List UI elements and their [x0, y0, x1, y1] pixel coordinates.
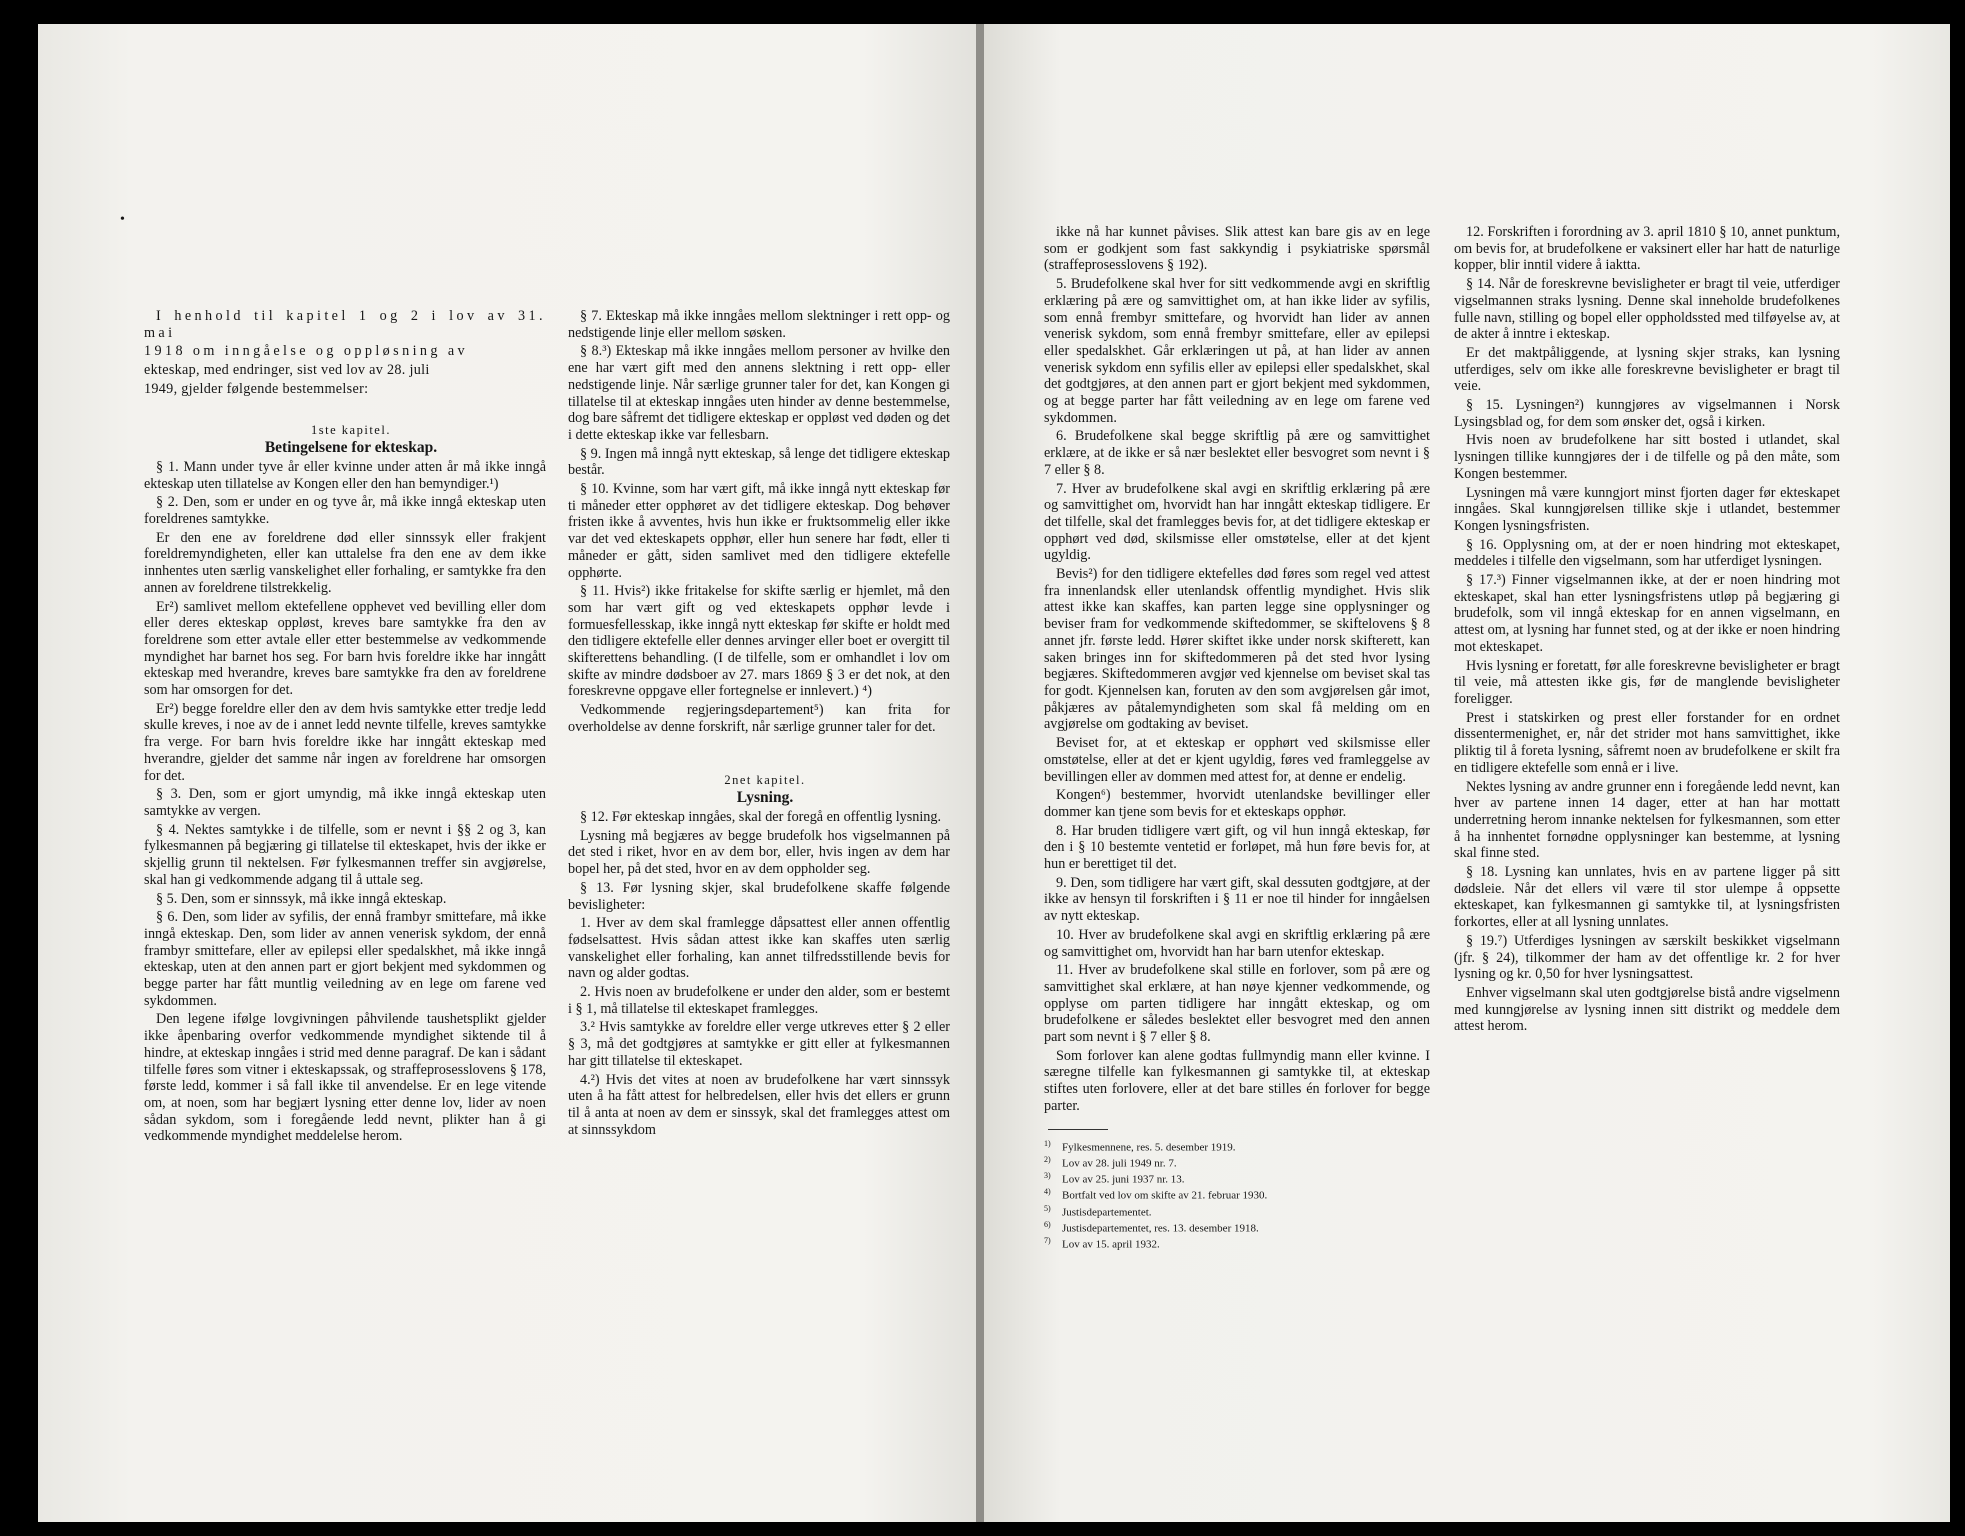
left-column-1: [144, 308, 546, 1147]
paragraph: 6. Brudefolkene skal begge skriftlig på ære og samvittighet erklære, at de ikke er så nær beslektet eller besvogret som nevnt i § 7 eller § 8.: [1044, 428, 1430, 478]
paragraph: 2. Hvis noen av brudefolkene er under den alder, som er bestemt i § 1, må tillatelse til ekteskapet framlegges.: [568, 984, 950, 1017]
paragraph: 10. Hver av brudefolkene skal avgi en skriftlig erklæring på ære og samvittighet om, hvorvidt han har barn utenfor ekteskap.: [1044, 926, 1430, 960]
paragraph: 1. Hver av dem skal framlegge dåpsattest eller annen offentlig fødselsattest. Hvis sådan attest ikke kan skaffes uten særlig vanskelighet eller forhaling, kan annet tilfredsstillende bevis for navn og alder godtas.: [568, 915, 950, 982]
paragraph: Kongen⁶) bestemmer, hvorvidt utenlandske bevillinger eller dommer kan tjene som bevis for et ekteskaps opphør.: [1044, 787, 1430, 820]
paragraph: § 19.⁷) Utferdiges lysningen av særskilt beskikket vigselmann (jfr. § 24), tilkommer der ham av det offentlige kr. 2 for hver lysning og kr. 0,50 for hver lysningsattest.: [1454, 932, 1840, 983]
footnote-item: [1044, 1203, 1430, 1219]
footnote-number: 1): [1044, 1138, 1051, 1148]
section-paragraphs: [568, 308, 950, 736]
heading-lysning: Lysning.: [736, 789, 794, 807]
section-paragraphs: [1044, 224, 1430, 1115]
intro-paragraph: [144, 308, 546, 398]
document-spread: [38, 24, 1950, 1522]
paragraph: § 10. Kvinne, som har vært gift, må ikke inngå nytt ekteskap før ti måneder etter opphøret av det tidligere ekteskap. Dog behøver fristen ikke å avventes, hvis hun ikke er fruktsommelig eller ikke var det ved ekteskapets opphør, eller hun senere har født, eller ti måneder er gått, siden samlivet med den tidligere ektefelle opphørte.: [568, 481, 950, 581]
paragraph: Hvis lysning er foretatt, før alle foreskrevne bevisligheter er bragt til veie, må attesten ikke gis, før de manglende bevisligheter foreligger.: [1454, 657, 1840, 707]
paragraph: 9. Den, som tidligere har vært gift, skal dessuten godtgjøre, at der ikke av hensyn til forskriften i § 11 er noe til hinder for inngåelsen av nytt ekteskap.: [1044, 874, 1430, 925]
section-paragraphs: [1454, 224, 1840, 1035]
footnote-text: Bortfalt ved lov om skifte av 21. februar 1930.: [1062, 1189, 1268, 1202]
paragraph: 4.²) Hvis det vites at noen av brudefolkene har vært sinnssyk uten å ha fått attest for helbredelsen, eller hvis det ellers er grunn til å anta at noen av dem er sinssyk, skal det framlegges attest om at sinnssykdom: [568, 1071, 950, 1138]
paragraph: Er²) begge foreldre eller den av dem hvis samtykke etter tredje ledd skulle kreves, i noe av de i annet ledd nevnte tilfelle, kreves samtykke fra verge. For barn hvis foreldre ikke har inngått ekteskap med hverandre, gjelder det samme når ingen av foreldrene har omsorgen for det.: [144, 700, 546, 784]
paragraph: § 2. Den, som er under en og tyve år, må ikke inngå ekteskap uten foreldrenes samtykke.: [144, 494, 546, 528]
paragraph: Hvis noen av brudefolkene har sitt bosted i utlandet, skal lysningen tillike kunngjøres der i de tilfelle og på den måte, som Kongen bestemmer.: [1454, 432, 1840, 482]
paragraph: § 9. Ingen må inngå nytt ekteskap, så lenge det tidligere ekteskap består.: [568, 445, 950, 479]
intro-line: 1918 om inngåelse og oppløsning av: [144, 343, 469, 360]
paragraph: § 11. Hvis²) ikke fritakelse for skifte særlig er hjemlet, må den som har vært gift og ved ekteskapets opphør levde i formuesfellesskap, ikke inngå nytt ekteskap før skifte er holdt med den tidligere ektefelle eller dennes arvinger eller boet er overgitt til skifterettens behandling. (I de tilfelle, som er omhandlet i lov om skifte av mindre dødsboer av 27. mars 1869 § 3 er det nok, at den foreskrevne oppgave eller fortegnelse er innlevert.) ⁴): [568, 583, 950, 700]
paragraph: 12. Forskriften i forordning av 3. april 1810 § 10, annet punktum, om bevis for, at brudefolkene er vaksinert eller har hatt de naturlige kopper, blir inntil videre å iaktta.: [1454, 224, 1840, 274]
footnote-number: 2): [1044, 1154, 1051, 1164]
footnote-item: [1044, 1154, 1430, 1170]
paragraph: § 1. Mann under tyve år eller kvinne under atten år må ikke inngå ekteskap uten tillatelse av Kongen eller den han bemyndiger.¹): [144, 458, 546, 492]
section-paragraphs: [144, 459, 546, 1145]
paragraph: § 15. Lysningen²) kunngjøres av vigselmannen i Norsk Lysingsblad og, for dem som ønsker det, også i kirken.: [1454, 397, 1840, 430]
footnote-item: [1044, 1170, 1430, 1186]
paragraph: § 13. Før lysning skjer, skal brudefolkene skaffe følgende bevisligheter:: [568, 879, 950, 913]
paragraph: Beviset for, at et ekteskap er opphørt ved skilsmisse eller omstøtelse, eller at det er kjent ugyldig, føres ved framleggelse av bevillingen eller av dommen med attest for, at denne er endelig.: [1044, 735, 1430, 785]
paragraph: Den legene ifølge lovgivningen påhvilende taushetsplikt gjelder ikke åpenbaring overfor vedkommende myndighet siktende til å hindre, at ekteskap inngåes i strid med denne paragraf. De kan i sådant tilfelle føres som vitner i ekteskapssak, og straffeprosesslovens § 178, første ledd, kommer i så fall ikke til anvendelse. Er en lege vitende om, at noen, som har begjært lysning etter denne lov, lider av noen sådan sykdom, som i foregående ledd nevnt, plikter han å gi vedkommende myndighet meddelelse herom.: [144, 1011, 546, 1145]
chapter-label-2: 2net kapitel.: [724, 772, 806, 787]
footnote-number: 4): [1044, 1187, 1051, 1197]
paragraph: 3.² Hvis samtykke av foreldre eller verge utkreves etter § 2 eller § 3, må det godtgjøres at samtykke er gitt eller at fylkesmannen har gitt tillatelse til ekteskapet.: [568, 1019, 950, 1069]
footnote-text: Fylkesmennene, res. 5. desember 1919.: [1062, 1141, 1236, 1154]
footnote-item: [1044, 1235, 1430, 1251]
intro-line: I henhold til kapitel 1 og 2 i lov av 31. mai: [144, 308, 546, 341]
footnote-text: Justisdepartementet, res. 13. desember 1918.: [1062, 1222, 1259, 1235]
footnote-item: [1044, 1186, 1430, 1202]
section-paragraphs: [568, 809, 950, 1138]
right-page: [984, 24, 1950, 1522]
right-column-1: [1044, 224, 1430, 1251]
footnote-text: Lov av 25. juni 1937 nr. 13.: [1062, 1173, 1185, 1186]
paragraph: § 5. Den, som er sinnssyk, må ikke inngå ekteskap.: [156, 890, 447, 907]
paragraph: Lysningen må være kunngjort minst fjorten dager før ekteskapet inngåes. Skal kunngjørelsen tillike skje i utlandet, bestemmer Kongen lysningsfristen.: [1454, 484, 1840, 534]
chapter-label-1: 1ste kapitel.: [311, 422, 391, 437]
paragraph: § 17.³) Finner vigselmannen ikke, at der er noen hindring mot ekteskapet, skal han etter lysningsfristens utløp på begjæring gi brudefolk, som vil inngå ekteskap for en annen vigselmann, en attest om, at lysning har funnet sted, og at der ikke er noen hindring mot ekteskapet.: [1454, 572, 1840, 655]
footnote-rule: [1048, 1129, 1108, 1130]
paragraph: § 8.³) Ekteskap må ikke inngåes mellom personer av hvilke den ene har vært gift med den annens slektning i rett opp- eller nedstigende linje. Når særlige grunner taler for det, kan Kongen gi tillatelse til at ekteskap inngåes uten hinder av denne bestemmelse, dog bare såfremt det tidligere ekteskap er oppløst ved døden og det i dette ekteskap ikke var fellesbarn.: [568, 343, 950, 443]
footnotes: [1044, 1138, 1430, 1252]
paragraph: § 4. Nektes samtykke i de tilfelle, som er nevnt i §§ 2 og 3, kan fylkesmannen på begjæring gi tillatelse til ekteskapet, hvis der ikke er skjellig grunn til nektelsen. Før fylkesmannen treffer sin avgjørelse, skal han gi vedkommende adgang til å uttale seg.: [144, 821, 546, 888]
intro-line: ekteskap, med endringer, sist ved lov av 28. juli: [144, 362, 430, 379]
page-gutter: [976, 24, 984, 1522]
footnote-text: Justisdepartementet.: [1062, 1206, 1152, 1219]
page-mark: •: [120, 212, 125, 227]
paragraph: § 7. Ekteskap må ikke inngåes mellom slektninger i rett opp- og nedstigende linje eller mellom søsken.: [568, 308, 950, 341]
paragraph: § 18. Lysning kan unnlates, hvis en av partene ligger på sitt dødsleie. Når det ellers vil være til stor ulempe å oppsette ekteskapet, kan fylkesmannen gi samtykke til, at lysningsfristen forkortes, eller at all lysning unnlates.: [1454, 864, 1840, 931]
paragraph: Enhver vigselmann skal uten godtgjørelse bistå andre vigselmenn med kunngjørelse av lysning innen sitt distrikt og meddele dem attest herom.: [1454, 984, 1840, 1035]
paragraph: § 14. Når de foreskrevne bevisligheter er bragt til veie, utferdiger vigselmannen straks lysning. Denne skal inneholde brudefolkenes fulle navn, stilling og bopel eller oppholdssted med tilføyelse av, at de akter å inntre i ekteskap.: [1454, 276, 1840, 343]
paragraph: § 16. Opplysning om, at der er noen hindring mot ekteskapet, meddeles i tilfelle den vigselmann, som har utferdiget lysningen.: [1454, 536, 1840, 570]
heading-betingelsene: Betingelsene for ekteskap.: [264, 439, 438, 457]
footnote-number: 5): [1044, 1203, 1051, 1213]
left-column-2: [568, 308, 950, 1140]
paragraph: 11. Hver av brudefolkene skal stille en forlover, som på ære og samvittighet skal erklære, at han nøye kjenner vedkommende, og opplyse om parten tidligere har inngått ekteskap, og om brudefolkene er således beslektet eller besvogret med den annen part som nevnt i § 7 eller § 8.: [1044, 962, 1430, 1046]
paragraph: Nektes lysning av andre grunner enn i foregående ledd nevnt, kan hver av partene innen 14 dager, etter at han har mottatt underretning herom innanke nektelsen for fylkesmannen, som etter å ha innhentet fornødne opplysninger kan bestemme, at lysning skal finne sted.: [1454, 778, 1840, 862]
footnote-number: 3): [1044, 1171, 1051, 1181]
footnote-text: Lov av 28. juli 1949 nr. 7.: [1062, 1157, 1177, 1170]
footnote-item: [1044, 1219, 1430, 1235]
paragraph: Lysning må begjæres av begge brudefolk hos vigselmannen på det sted i riket, hvor en av dem bor, eller, hvis ingen av dem har bopel her, på det sted, hvor en av dem oppholder seg.: [568, 827, 950, 878]
paragraph: § 12. Før ekteskap inngåes, skal der foregå en offentlig lysning.: [580, 808, 942, 825]
footnote-number: 7): [1044, 1236, 1051, 1246]
paragraph: 8. Har bruden tidligere vært gift, og vil hun inngå ekteskap, før den i § 10 bestemte ventetid er forløpet, må hun føre bevis for, at hun er berettiget til det.: [1044, 822, 1430, 873]
intro-line: 1949, gjelder følgende bestemmelser:: [144, 380, 369, 397]
paragraph: Som forlover kan alene godtas fullmyndig mann eller kvinne. I særegne tilfelle kan fylkesmannen gi samtykke til, at ekteskap stiftes uten forlovere, eller at det bare stilles én forlover for begge parter.: [1044, 1047, 1430, 1114]
footnote-number: 6): [1044, 1219, 1051, 1229]
paragraph: Bevis²) for den tidligere ektefelles død føres som regel ved attest fra innenlandsk eller utenlandsk offentlig myndighet. Hvis slik attest ikke kan skaffes, kan parten legge sine opplysninger og beviser fram for vedkommende skiftedommer, se skiftelovens § 8 annet jfr. første ledd. Hører skiftet ikke under norsk skifterett, kan saken bringes inn for skiftedommeren på det sted hvor lysing begjæres. Skiftedommeren avgjør ved kjennelse om beviset skal tas for godt. Kjennelsen kan, foruten av den som avgjørelsen går imot, påkjæres av påtalemyndigheten som skal få melding om en avgjørelse om godtaking av beviset.: [1044, 566, 1430, 733]
paragraph: Er det maktpåliggende, at lysning skjer straks, kan lysning utferdiges, selv om ikke alle foreskrevne bevisligheter er bragt til veie.: [1454, 344, 1840, 395]
paragraph: 7. Hver av brudefolkene skal avgi en skriftlig erklæring på ære og samvittighet om, hvorvidt han har inngått ekteskap tidligere. Er det tilfelle, skal det framlegges bevis for, at det tidligere ekteskap er opphørt ved død, skilsmisse eller omstøtelse, eller at det kjent ugyldig.: [1044, 480, 1430, 564]
footnote-text: Lov av 15. april 1932.: [1062, 1238, 1160, 1251]
paragraph: Er²) samlivet mellom ektefellene opphevet ved bevilling eller dom eller deres ekteskap oppløst, kreves bare samtykke fra den av foreldrene som etter avtale eller etter bestemmelse av vedkommende myndighet har barnet hos seg. For barn hvis foreldre ikke har inngått ekteskap med hverandre, kreves bare samtykke fra den av foreldrene som har omsorgen for det.: [144, 598, 546, 699]
footnote-item: [1044, 1138, 1430, 1154]
paragraph: 5. Brudefolkene skal hver for sitt vedkommende avgi en skriftlig erklæring på ære og samvittighet om, at han ikke lider av syfilis, som ennå frembyr smittefare, og hvorvidt han lider av annen venerisk sykdom, som ennå frembyr smittefare, eller av epilepsi eller spedalskhet. Går erklæringen ut på, at han lider av annen venerisk sykdom enn syfilis eller av epilepsi eller spedalskhet, skal det godtgjøres, at den annen part er gjort bekjent med sykdommen, og at begge parter har fått veiledning av en lege om farene ved sykdommen.: [1044, 276, 1430, 426]
paragraph: Prest i statskirken og prest eller forstander for en ordnet dissentermenighet, er, når det strider mot hans samvittighet, ikke pliktig til å foreta lysning, såfremt noen av brudefolkene er skilt fra en tidligere ektefelle som ennå er i live.: [1454, 709, 1840, 776]
paragraph: § 6. Den, som lider av syfilis, der ennå frambyr smittefare, må ikke inngå ekteskap. Den, som lider av annen venerisk sykdom, der ennå frambyr smittefare, eller av epilepsi eller spedalskhet, må ikke inngå ekteskap, uten at den annen part er gjort bekjent med sykdommen og begge parter har fått muntlig veiledning av en lege om farene ved sykdommen.: [144, 909, 546, 1009]
paragraph: ikke nå har kunnet påvises. Slik attest kan bare gis av en lege som er godkjent som fast sakkyndig i psykiatriske spørsmål (straffeprosesslovens § 192).: [1044, 224, 1430, 274]
paragraph: § 3. Den, som er gjort umyndig, må ikke inngå ekteskap uten samtykke av vergen.: [144, 786, 546, 819]
paragraph: Er den ene av foreldrene død eller sinnssyk eller frakjent foreldremyndigheten, eller kan uttalelse fra den ene av dem ikke innhentes uten særlig vanskelighet eller forhaling, er samtykke fra den annen av foreldrene tilstrekkelig.: [144, 529, 546, 596]
paragraph: Vedkommende regjeringsdepartement⁵) kan frita for overholdelse av denne forskrift, når særlige grunner taler for det.: [568, 702, 950, 735]
right-column-2: [1454, 224, 1840, 1037]
left-page: [38, 24, 976, 1522]
